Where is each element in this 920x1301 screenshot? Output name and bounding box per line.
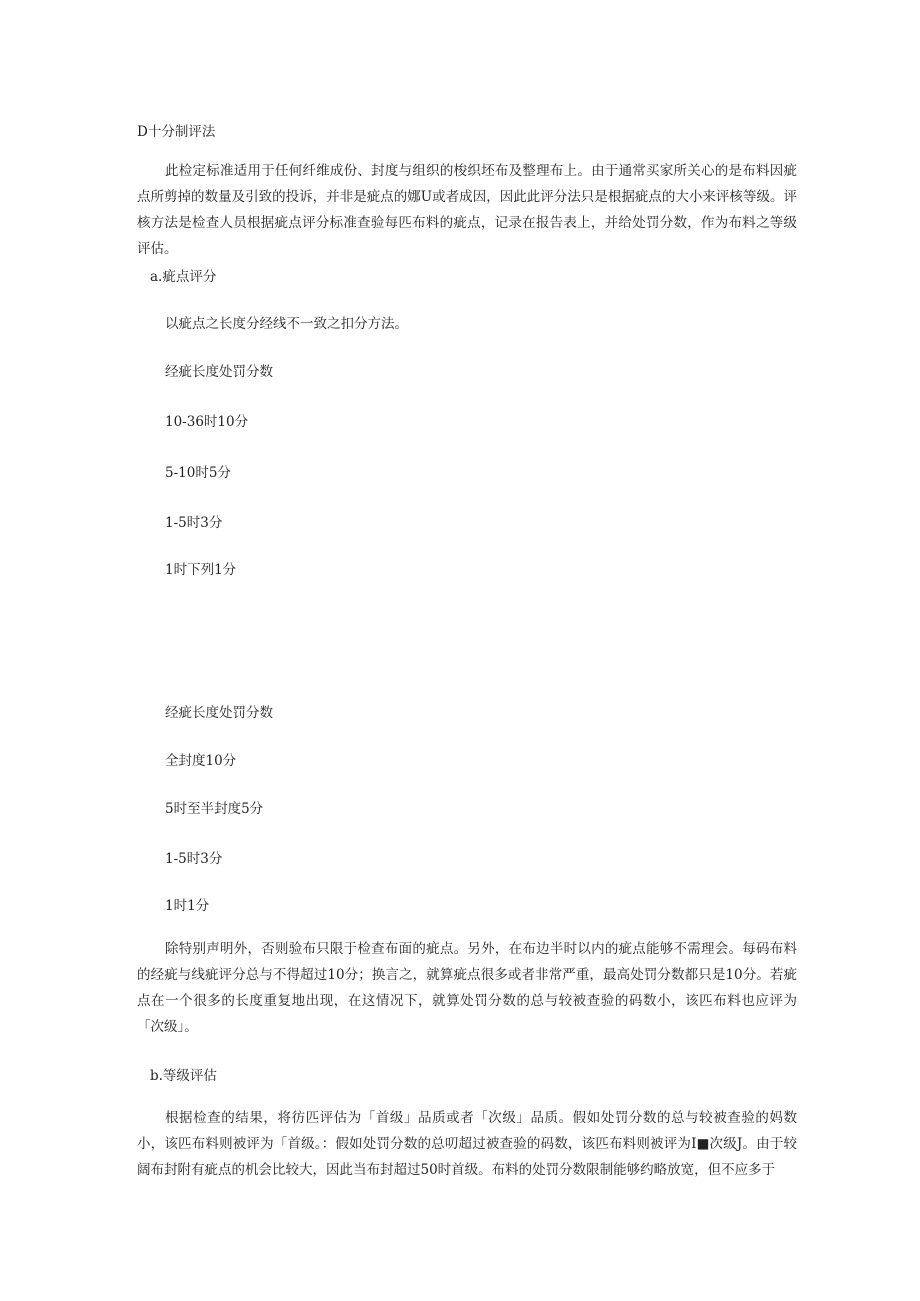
- table1-row: 1时下列1分: [165, 562, 237, 578]
- table1-row: 10-36时10分: [165, 414, 249, 430]
- note-text: 除特别声明外，否则验布只限于检查布面的疵点。另外，在布边半时以内的疵点能够不需理会。每码布料的经疵与线疵评分总与不得超过10分；换言之，就算疵点很多或者非常严重，最高处罚分数都只是10分。若疵点在一个很多的长度重复地出现，在这情况下，就算处罚分数的总与较被查验的码数小，该匹布料也应评为「次级」。: [137, 941, 797, 1035]
- table2-row: 5时至半封度5分: [165, 801, 264, 817]
- table1-row: 5-10时5分: [165, 465, 231, 481]
- section-a-title: a.疵点评分: [150, 269, 217, 285]
- section-b-title: b.等级评估: [150, 1068, 217, 1084]
- table2-row: 1-5时3分: [165, 851, 223, 867]
- note-paragraph: [137, 936, 797, 1040]
- section-heading: D十分制评法: [137, 124, 216, 140]
- table2-row: 全封度10分: [165, 753, 237, 769]
- table2-row: 1时1分: [165, 898, 210, 914]
- table2-header: 经疵长度处罚分数: [165, 705, 273, 721]
- intro-paragraph: [137, 158, 797, 262]
- table1-row: 1-5时3分: [165, 515, 223, 531]
- grade-text: 根据检查的结果，将彷匹评估为「首级」品质或者「次级」品质。假如处罚分数的总与较被查验的妈数小，该匹布料则被评为「首级。：假如处罚分数的总叨超过被查验的码数，该匹布料则被评为I■次级J。由于较阔布封附有疵点的机会比较大，因此当布封超过50时首级。布料的处罚分数限制能够约略放宽，但不应多于: [137, 1110, 797, 1178]
- table1-header: 经疵长度处罚分数: [165, 364, 273, 380]
- grade-paragraph: [137, 1105, 797, 1183]
- intro-text: 此检定标准适用于任何纤维成份、封度与组织的梭织坯布及整理布上。由于通常买家所关心的是布料因疵点所剪掉的数量及引致的投诉，并非是疵点的娜U或者成因，因此此评分法只是根据疵点的大小来评核等级。评核方法是检查人员根据疵点评分标准查验每匹布料的疵点，记录在报告表上，并给处罚分数，作为布料之等级评估。: [137, 163, 797, 257]
- section-a-description: 以疵点之长度分经线不一致之扣分方法。: [165, 316, 408, 332]
